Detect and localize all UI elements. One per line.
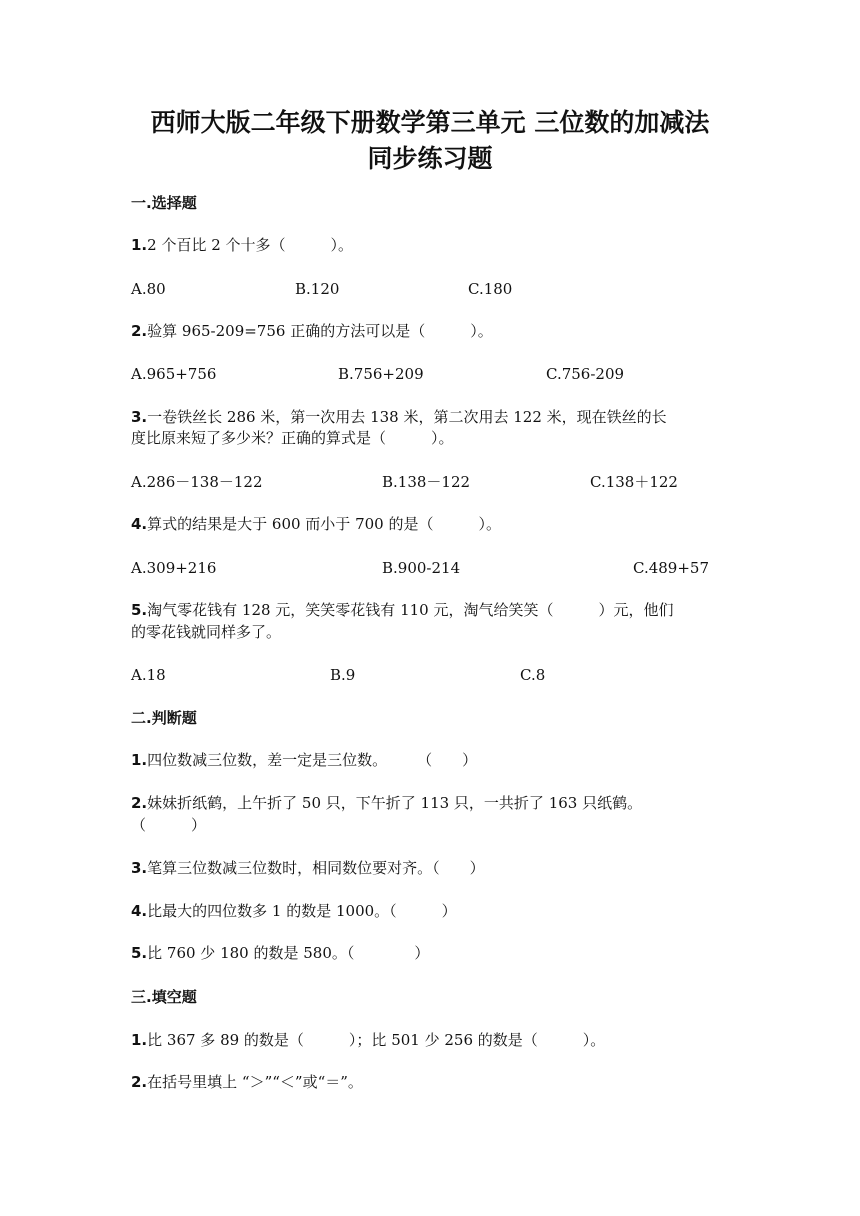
option-a: A.80 bbox=[131, 280, 166, 298]
page-title-line2: 同步练习题 bbox=[367, 144, 493, 173]
question-1-5 bbox=[131, 599, 673, 621]
question-text: 比最大的四位数多 1 的数是 1000。（ ） bbox=[147, 902, 457, 920]
question-text: 比 367 多 89 的数是（ ）；比 501 少 256 的数是（ ）。 bbox=[147, 1031, 606, 1049]
question-1-3 bbox=[131, 406, 667, 428]
question-number: 2. bbox=[131, 1073, 148, 1091]
question-text: 笔算三位数减三位数时，相同数位要对齐。（ ） bbox=[147, 859, 485, 877]
question-text: 算式的结果是大于 600 而小于 700 的是（ ）。 bbox=[147, 515, 501, 533]
question-text: 淘气零花钱有 128 元，笑笑零花钱有 110 元，淘气给笑笑（ ）元，他们 bbox=[147, 601, 674, 619]
question-text: 妹妹折纸鹤，上午折了 50 只，下午折了 113 只，一共折了 163 只纸鹤。 bbox=[147, 794, 643, 812]
question-2-2 bbox=[131, 792, 642, 814]
option-c: C.756-209 bbox=[546, 365, 625, 383]
question-3-2 bbox=[131, 1071, 363, 1093]
question-number: 2. bbox=[131, 322, 148, 340]
question-number: 2. bbox=[131, 794, 148, 812]
question-1-4 bbox=[131, 513, 501, 535]
question-number: 5. bbox=[131, 944, 148, 962]
question-number: 5. bbox=[131, 601, 148, 619]
option-a: A.309+216 bbox=[131, 559, 217, 577]
page-title-line1: 西师大版二年级下册数学第三单元 三位数的加减法 bbox=[150, 108, 710, 137]
option-a: A.965+756 bbox=[131, 365, 217, 383]
question-number: 1. bbox=[131, 1031, 148, 1049]
question-2-2-continued: （ ） bbox=[131, 816, 207, 834]
question-2-1 bbox=[131, 749, 477, 771]
option-b: B.9 bbox=[330, 666, 356, 684]
question-2-3 bbox=[131, 857, 485, 879]
option-c: C.489+57 bbox=[633, 559, 709, 577]
question-text: 2 个百比 2 个十多（ ）。 bbox=[147, 236, 354, 254]
question-number: 3. bbox=[131, 408, 148, 426]
question-2-4 bbox=[131, 900, 457, 922]
option-c: C.180 bbox=[468, 280, 513, 298]
question-1-5-continued: 的零花钱就同样多了。 bbox=[131, 623, 282, 641]
option-c: C.138＋122 bbox=[590, 473, 678, 491]
section-heading-choice: 一.选择题 bbox=[131, 194, 197, 212]
question-text: 一卷铁丝长 286 米，第一次用去 138 米，第二次用去 122 米，现在铁丝的长 bbox=[147, 408, 667, 426]
question-number: 3. bbox=[131, 859, 148, 877]
question-text: 四位数减三位数，差一定是三位数。 （ ） bbox=[147, 751, 478, 769]
question-number: 1. bbox=[131, 236, 148, 254]
question-number: 1. bbox=[131, 751, 148, 769]
option-a: A.18 bbox=[131, 666, 166, 684]
option-b: B.900-214 bbox=[382, 559, 461, 577]
question-number: 4. bbox=[131, 902, 148, 920]
option-b: B.138－122 bbox=[382, 473, 471, 491]
option-b: B.756+209 bbox=[338, 365, 424, 383]
question-1-1 bbox=[131, 234, 353, 256]
option-c: C.8 bbox=[520, 666, 546, 684]
question-1-3-continued: 度比原来短了多少米？正确的算式是（ ）。 bbox=[131, 429, 454, 447]
question-1-2 bbox=[131, 320, 493, 342]
question-2-5 bbox=[131, 942, 429, 964]
question-text: 在括号里填上 “＞”“＜”或“＝”。 bbox=[147, 1073, 363, 1091]
question-text: 比 760 少 180 的数是 580。（ ） bbox=[147, 944, 430, 962]
option-a: A.286－138－122 bbox=[131, 473, 263, 491]
question-number: 4. bbox=[131, 515, 148, 533]
question-3-1 bbox=[131, 1029, 605, 1051]
question-text: 验算 965-209=756 正确的方法可以是（ ）。 bbox=[147, 322, 493, 340]
section-heading-fill: 三.填空题 bbox=[131, 988, 197, 1006]
option-b: B.120 bbox=[295, 280, 340, 298]
section-heading-judge: 二.判断题 bbox=[131, 709, 197, 727]
